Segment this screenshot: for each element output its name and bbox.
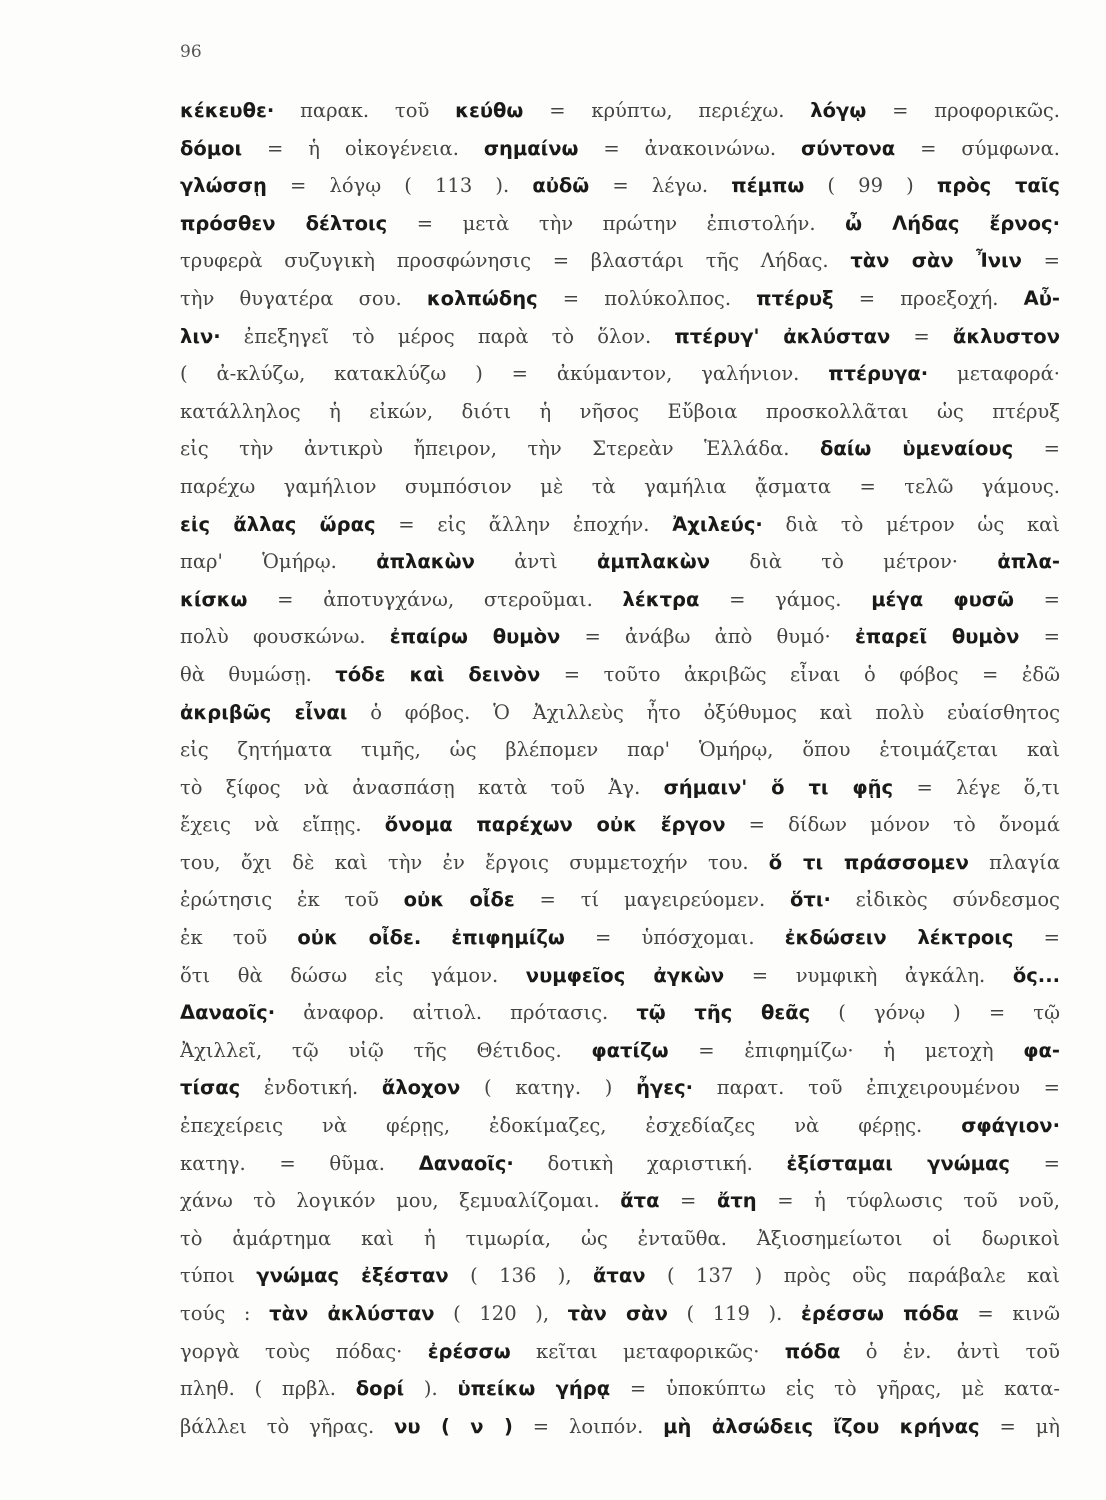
headword: πτέρυξ — [756, 286, 834, 310]
text-line — [180, 844, 1060, 882]
gloss-text: = — [1013, 437, 1060, 461]
gloss-text: = κρύπτω, περιέχω. — [523, 99, 811, 122]
headword: τὰν ἀκλύσταν — [269, 1302, 435, 1325]
headword: δορί — [355, 1377, 405, 1401]
headword: σήμαιν' ὅ τι φῇς — [663, 775, 894, 799]
gloss-text: τύποι — [180, 1264, 257, 1288]
headword: ὅτι· — [790, 888, 831, 912]
gloss-text: = τί μαγειρεύομεν. — [514, 888, 790, 912]
gloss-text: ( 120 ), — [434, 1302, 568, 1325]
text-line — [180, 468, 1060, 506]
headword: λόγῳ — [810, 99, 867, 122]
text-line — [180, 731, 1060, 769]
gloss-text: ). — [404, 1377, 458, 1401]
text-line — [180, 430, 1060, 468]
headword: ἄτη — [716, 1189, 757, 1213]
gloss-text: ( 99 ) — [804, 174, 937, 198]
gloss-text: χάνω τὸ λογικόν μου, ξεμυαλίζομαι. — [180, 1189, 621, 1213]
headword: τόδε καὶ δεινὸν — [335, 662, 541, 686]
headword: ἀπλα- — [997, 550, 1060, 574]
gloss-text: ἐρώτησις ἐκ τοῦ — [180, 888, 404, 912]
gloss-text: = ὑπόσχομαι. — [564, 926, 785, 950]
gloss-text: = — [659, 1189, 717, 1213]
gloss-text: = προεξοχή. — [833, 286, 1024, 310]
text-line — [180, 242, 1060, 280]
headword: εἰς ἄλλας ὥρας — [180, 512, 376, 536]
page-number: 96 — [180, 42, 202, 62]
headword: ἐπαρεῖ θυμὸν — [854, 625, 1020, 649]
gloss-text: = ἡ τύφλωσις τοῦ νοῦ, — [756, 1189, 1060, 1213]
headword: μέγα φυσῶ — [871, 587, 1014, 611]
gloss-text: ὅτι θὰ δώσω εἰς γάμον. — [180, 963, 526, 987]
headword: κέκευθε· — [180, 99, 275, 122]
gloss-text: = ἀποτυγχάνω, στεροῦμαι. — [247, 587, 623, 611]
text-line — [180, 919, 1060, 957]
text-line — [180, 205, 1060, 243]
headword: ἐρέσσω πόδα — [800, 1302, 959, 1325]
headword: ἐρέσσω — [427, 1339, 511, 1363]
gloss-text: εἰς τὴν ἀντικρὺ ἤπειρον, τὴν Στερεὰν Ἑλλάδα. — [180, 437, 820, 461]
text-line — [180, 355, 1060, 393]
headword: ἐξίσταμαι γνώμας — [786, 1151, 1010, 1175]
gloss-text: = κινῶ — [958, 1302, 1060, 1325]
text-line — [180, 1295, 1060, 1333]
gloss-text: τὴν θυγατέρα σου. — [180, 286, 427, 310]
headword: πρὸς ταῖς — [936, 174, 1060, 198]
gloss-text: = λοιπόν. — [512, 1414, 664, 1438]
headword: κίσκω — [180, 587, 248, 611]
gloss-text: = ἀνάβω ἀπὸ θυμό· — [560, 625, 855, 649]
text-line — [180, 656, 1060, 694]
headword: Αὖ- — [1023, 286, 1060, 310]
headword: ὑπείκω γήρᾳ — [457, 1377, 611, 1401]
gloss-text: τὸ ξίφος νὰ ἀνασπάσῃ κατὰ τοῦ Ἀγ. — [180, 775, 664, 799]
gloss-text: = πολύκολπος. — [537, 286, 757, 310]
gloss-text: ἐνδοτική. — [240, 1076, 382, 1100]
headword: κολπώδης — [426, 286, 538, 310]
gloss-text: = ἐπιφημίζω· ἡ μετοχὴ — [668, 1038, 1024, 1062]
gloss-text: = εἰς ἄλλην ἐποχήν. — [375, 512, 673, 536]
gloss-text: = — [1013, 587, 1060, 611]
gloss-text: ἔχεις νὰ εἴπῃς. — [180, 813, 385, 837]
gloss-text: ὁ ἑν. ἀντὶ τοῦ — [840, 1339, 1060, 1363]
gloss-text: ( 136 ), — [448, 1264, 594, 1288]
text-line — [180, 130, 1060, 168]
gloss-text: = λόγῳ ( 113 ). — [266, 174, 533, 198]
headword: ὅ τι πράσσομεν — [768, 850, 969, 874]
gloss-text: ( ἀ-κλύζω, κατακλύζω ) = ἀκύμαντον, γαλήνιον. — [180, 362, 829, 386]
gloss-text: ἐκ τοῦ — [180, 926, 298, 950]
gloss-text: διὰ τὸ μέτρον ὡς καὶ — [762, 512, 1060, 536]
gloss-text: ὁ φόβος. Ὁ Ἀχιλλεὺς ἦτο ὀξύθυμος καὶ πολὺ εὐαίσθητος — [347, 700, 1060, 724]
headword: νυμφεῖος ἀγκὼν — [525, 963, 725, 987]
body-text — [180, 92, 1060, 1445]
gloss-text: διὰ τὸ μέτρον· — [710, 550, 998, 574]
gloss-text: = μὴ — [979, 1414, 1060, 1438]
headword: σημαίνω — [483, 136, 579, 160]
gloss-text: του, ὄχι δὲ καὶ τὴν ἐν ἔργοις συμμετοχήν του. — [180, 850, 769, 874]
text-line — [180, 694, 1060, 732]
headword: κεύθω — [455, 99, 524, 122]
gloss-text: ἐπεξηγεῖ τὸ μέρος παρὰ τὸ ὅλον. — [220, 324, 675, 348]
gloss-text: = σύμφωνα. — [895, 136, 1060, 160]
headword: πόδα — [784, 1339, 841, 1363]
headword: ἀκριβῶς εἶναι — [180, 700, 348, 724]
headword: δαίω ὑμεναίους — [819, 437, 1014, 461]
text-line — [180, 543, 1060, 581]
text-line — [180, 806, 1060, 844]
headword: λιν· — [180, 324, 221, 348]
gloss-text: = — [1019, 625, 1060, 649]
headword: πτέρυγ' ἀκλύσταν — [674, 324, 891, 348]
gloss-text: μεταφορά· — [928, 362, 1060, 386]
gloss-text — [421, 926, 451, 949]
gloss-text: = δίδων μόνον τὸ ὄνομά — [725, 813, 1060, 837]
headword: αὐδῶ — [532, 174, 590, 198]
headword: ὅς... — [1012, 963, 1060, 987]
gloss-text: παρ' Ὁμήρῳ. — [180, 550, 377, 574]
headword: δόμοι — [180, 136, 243, 160]
headword: ἐπιφημίζω — [451, 926, 565, 950]
headword: ἀμπλακὼν — [597, 550, 711, 574]
gloss-text: θὰ θυμώσῃ. — [180, 662, 336, 686]
headword: ἐκδώσειν λέκτροις — [784, 926, 1014, 950]
headword: οὐκ οἶδε — [403, 888, 515, 912]
text-line — [180, 769, 1060, 807]
text-line — [180, 581, 1060, 619]
gloss-text: κατηγ. = θῦμα. — [180, 1151, 419, 1175]
text-line — [180, 318, 1060, 356]
gloss-text: = γάμος. — [699, 587, 872, 611]
headword: ἀπλακὼν — [376, 550, 475, 574]
gloss-text: = λέγω. — [589, 174, 732, 198]
text-line — [180, 1408, 1060, 1446]
gloss-text: τούς : — [180, 1302, 270, 1325]
text-line — [180, 167, 1060, 205]
headword: φα- — [1023, 1038, 1060, 1062]
gloss-text: = τοῦτο ἀκριβῶς εἶναι ὁ φόβος = ἐδῶ — [540, 662, 1060, 686]
text-line — [180, 881, 1060, 919]
headword: τίσας — [180, 1076, 241, 1100]
gloss-text: Ἀχιλλεῖ, τῷ υἱῷ τῆς Θέτιδος. — [180, 1038, 592, 1062]
gloss-text: = προφορικῶς. — [866, 99, 1060, 122]
gloss-text: = — [1021, 249, 1060, 273]
text-line — [180, 1220, 1060, 1258]
headword: πτέρυγα· — [828, 362, 929, 386]
text-line — [180, 1145, 1060, 1183]
text-line — [180, 1333, 1060, 1371]
headword: μὴ ἀλσώδεις ἴζου κρήνας — [663, 1414, 980, 1438]
text-line — [180, 280, 1060, 318]
text-line — [180, 393, 1060, 431]
gloss-text: πλαγία — [968, 850, 1060, 874]
headword: οὐκ οἶδε. — [297, 926, 422, 950]
headword: φατίζω — [591, 1038, 669, 1062]
gloss-text: = — [1009, 1151, 1060, 1175]
headword: νυ ( ν ) — [394, 1414, 513, 1438]
gloss-text: πληθ. ( πρβλ. — [180, 1377, 356, 1401]
headword: τῷ τῆς θεᾶς — [636, 1001, 811, 1025]
headword: ὄνομα παρέχων οὐκ ἔργον — [384, 813, 726, 837]
headword: τὰν σὰν Ἶνιν — [850, 249, 1022, 273]
headword: γλώσσῃ — [180, 174, 267, 198]
gloss-text: = νυμφικὴ ἀγκάλη. — [724, 963, 1013, 987]
gloss-text: = ὑποκύπτω εἰς τὸ γῆρας, μὲ κατα- — [610, 1377, 1060, 1401]
gloss-text: τρυφερὰ συζυγικὴ προσφώνησις = βλαστάρι τῆς Λήδας. — [180, 249, 851, 273]
gloss-text: = μετὰ τὴν πρώτην ἐπιστολήν. — [387, 211, 846, 235]
text-line — [180, 1032, 1060, 1070]
text-line — [180, 618, 1060, 656]
headword: πέμπω — [731, 174, 805, 198]
gloss-text: = λέγε ὅ,τι — [893, 775, 1060, 799]
headword: ἄλοχον — [381, 1076, 461, 1100]
text-line — [180, 1069, 1060, 1107]
headword: Ἀχιλεύς· — [672, 512, 763, 536]
gloss-text: = — [890, 324, 953, 348]
gloss-text: ( γόνῳ ) = τῷ — [810, 1001, 1060, 1025]
gloss-text: πολὺ φουσκώνω. — [180, 625, 390, 649]
headword: σύντονα — [801, 136, 896, 160]
gloss-text: ( 137 ) πρὸς οὓς παράβαλε καὶ — [645, 1264, 1060, 1288]
text-line — [180, 1370, 1060, 1408]
headword: ἐπαίρω θυμὸν — [389, 625, 561, 649]
headword: Δαναοῖς· — [180, 1001, 276, 1025]
text-line — [180, 1107, 1060, 1145]
text-line — [180, 994, 1060, 1032]
gloss-text: γοργὰ τοὺς πόδας· — [180, 1339, 428, 1363]
gloss-text: ἐπεχείρεις νὰ φέρῃς, ἐδοκίμαζες, ἐσχεδίαζες νὰ φέρῃς. — [180, 1114, 962, 1138]
gloss-text: κατάλληλος ἡ εἰκών, διότι ἡ νῆσος Εὔβοια προσκολλᾶται ὡς πτέρυξ — [180, 399, 1060, 423]
headword: σφάγιον· — [961, 1114, 1060, 1138]
text-line — [180, 506, 1060, 544]
headword: πρόσθεν δέλτοις — [180, 211, 388, 235]
gloss-text: τὸ ἁμάρτημα καὶ ἡ τιμωρία, ὡς ἐνταῦθα. Ἀξιοσημείωτοι οἱ δωρικοὶ — [180, 1226, 1060, 1250]
gloss-text: παρακ. τοῦ — [274, 99, 456, 122]
headword: Δαναοῖς· — [418, 1151, 514, 1175]
gloss-text: εἰδικὸς σύνδεσμος — [830, 888, 1060, 912]
headword: ἄταν — [593, 1264, 646, 1288]
text-line — [180, 1257, 1060, 1295]
gloss-text: ( κατηγ. ) — [460, 1076, 637, 1100]
gloss-text: = ἡ οἰκογένεια. — [242, 136, 484, 160]
headword: λέκτρα — [622, 587, 700, 611]
gloss-text: παρατ. τοῦ ἐπιχειρουμένου = — [693, 1076, 1060, 1100]
gloss-text: βάλλει τὸ γῆρας. — [180, 1414, 395, 1438]
headword: ἄκλυστον — [952, 324, 1060, 348]
gloss-text: ἀναφορ. αἰτιολ. πρότασις. — [275, 1001, 637, 1025]
headword: ὦ Λήδας ἔρνος· — [845, 211, 1060, 235]
gloss-text: = ἀνακοινώνω. — [578, 136, 802, 160]
headword: ἦγες· — [636, 1076, 694, 1100]
headword: ἄτα — [620, 1189, 660, 1213]
gloss-text: κεῖται μεταφορικῶς· — [510, 1339, 785, 1363]
headword: γνώμας ἐξέσταν — [256, 1264, 449, 1288]
gloss-text: παρέχω γαμήλιον συμπόσιον μὲ τὰ γαμήλια ᾄσματα = τελῶ γάμους. — [180, 474, 1060, 498]
text-line — [180, 92, 1060, 130]
gloss-text: ἀντὶ — [474, 550, 598, 574]
gloss-text: = — [1013, 926, 1060, 950]
text-line — [180, 957, 1060, 995]
headword: τὰν σὰν — [567, 1302, 668, 1325]
gloss-text: εἰς ζητήματα τιμῆς, ὡς βλέπομεν παρ' Ὁμήρῳ, ὅπου ἑτοιμάζεται καὶ — [180, 738, 1060, 762]
text-line — [180, 1182, 1060, 1220]
gloss-text: ( 119 ). — [667, 1302, 801, 1325]
gloss-text: δοτικὴ χαριστική. — [513, 1151, 787, 1175]
